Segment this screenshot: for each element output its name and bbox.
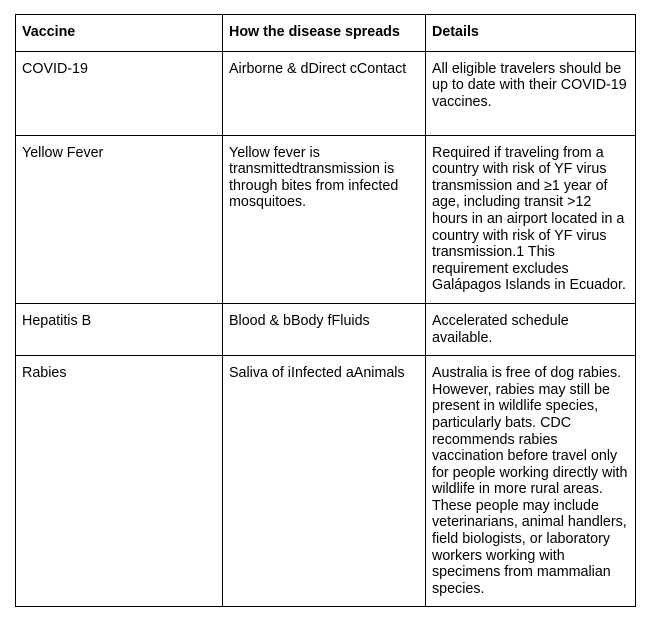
vaccine-cell: Rabies xyxy=(16,356,223,607)
vaccine-cell: Hepatitis B xyxy=(16,303,223,355)
details-cell: Required if traveling from a country with risk of YF virus transmission and ≥1 year of age, including transit >12 hours in an airport located in a country with risk of YF virus transmission.1 This requirement excludes Galápagos Islands in Ecuador. xyxy=(426,135,636,303)
vaccine-cell: Yellow Fever xyxy=(16,135,223,303)
table-row xyxy=(16,135,636,303)
table-header-row xyxy=(16,15,636,52)
header-vaccine: Vaccine xyxy=(16,15,223,52)
header-details: Details xyxy=(426,15,636,52)
spread-cell: Airborne & dDirect cContact xyxy=(223,51,426,135)
details-cell: Accelerated schedule available. xyxy=(426,303,636,355)
table-row xyxy=(16,356,636,607)
spread-cell: Blood & bBody fFluids xyxy=(223,303,426,355)
table-row xyxy=(16,303,636,355)
table-row xyxy=(16,51,636,135)
details-cell: Australia is free of dog rabies. However, rabies may still be present in wildlife species, particularly bats. CDC recommends rabies vaccination before travel only for people working directly with wildlife in more rural areas. These people may include veterinarians, animal handlers, field biologists, or laboratory workers working with specimens from mammalian species. xyxy=(426,356,636,607)
vaccine-cell: COVID-19 xyxy=(16,51,223,135)
details-cell: All eligible travelers should be up to date with their COVID-19 vaccines. xyxy=(426,51,636,135)
vaccine-table xyxy=(15,14,636,607)
spread-cell: Saliva of iInfected aAnimals xyxy=(223,356,426,607)
header-spread: How the disease spreads xyxy=(223,15,426,52)
spread-cell: Yellow fever is transmittedtransmission is through bites from infected mosquitoes. xyxy=(223,135,426,303)
